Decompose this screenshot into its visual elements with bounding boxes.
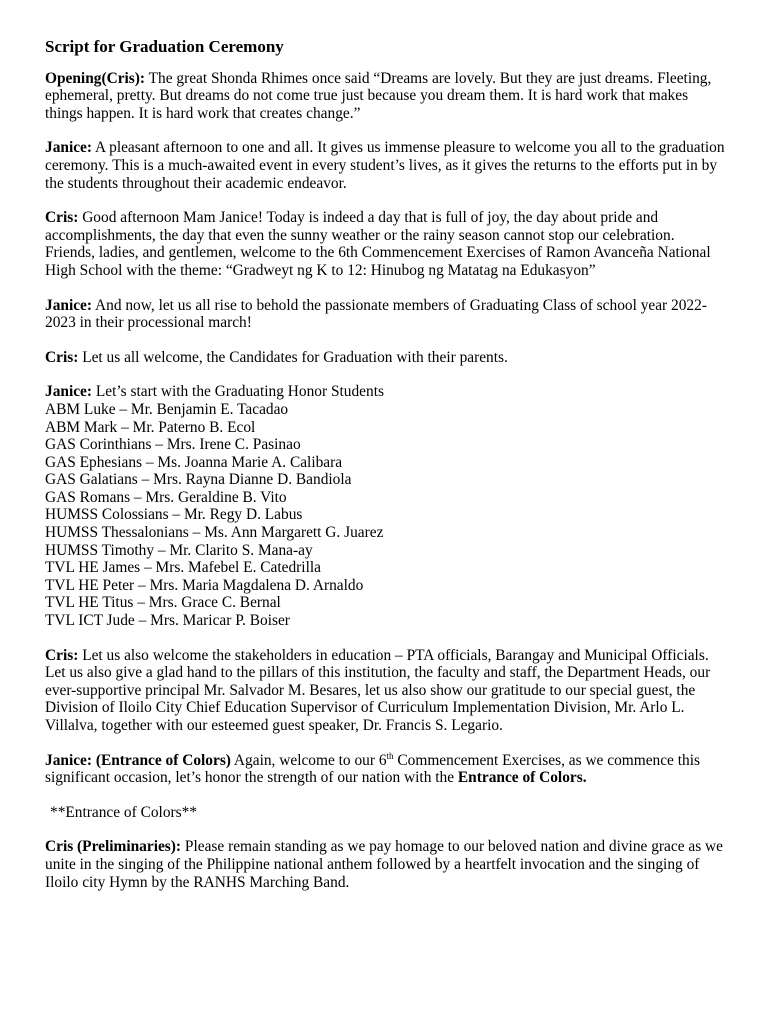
honor-list-item: HUMSS Thessalonians – Ms. Ann Margarett G. Juarez [45, 524, 384, 542]
paragraph-entrance-of-colors [45, 752, 725, 787]
emphasis-text: Entrance of Colors. [457, 769, 587, 787]
honor-list-item: ABM Mark – Mr. Paterno B. Ecol [45, 418, 256, 436]
speaker-label: Cris: [45, 348, 79, 366]
speaker-label: Cris: [45, 646, 79, 664]
paragraph-cris-greeting [45, 209, 725, 279]
honor-list-item: GAS Galatians – Mrs. Rayna Dianne D. Bandiola [45, 471, 352, 489]
honor-list-item: TVL HE Peter – Mrs. Maria Magdalena D. Arnaldo [45, 576, 364, 594]
honor-list-item: GAS Corinthians – Mrs. Irene C. Pasinao [45, 436, 301, 454]
paragraph-text: Again, welcome to our 6 [230, 751, 387, 769]
speaker-label: Janice: [45, 296, 93, 314]
honor-list-item: HUMSS Colossians – Mr. Regy D. Labus [45, 506, 303, 524]
paragraph-janice-welcome [45, 139, 725, 192]
honor-list-item: ABM Luke – Mr. Benjamin E. Tacadao [45, 400, 289, 418]
honor-list-item: TVL ICT Jude – Mrs. Maricar P. Boiser [45, 612, 290, 630]
speaker-label: Cris (Preliminaries): [45, 838, 182, 856]
speaker-label: Janice: [45, 383, 93, 401]
speaker-label: Janice: [45, 139, 93, 157]
honor-list-item: HUMSS Timothy – Mr. Clarito S. Mana-ay [45, 541, 313, 559]
paragraph-text: Good afternoon Mam Janice! Today is indeed a day that is full of joy, the day about pride and accomplishments, the day that even the sunny weather or the rainy season cannot stop our celebration. Friends, ladies, and gentlemen, welcome to the 6th Commencement Exercises of Ramon Avanceña National High School with the theme: “Gradweyt ng K to 12: Hinubog ng Matatag na Edukasyon” [45, 209, 711, 279]
stage-direction: **Entrance of Colors** [50, 803, 198, 821]
paragraph-candidates [45, 349, 725, 367]
speaker-label: Opening(Cris): [45, 69, 146, 87]
paragraph-opening [45, 70, 725, 123]
paragraph-processional [45, 297, 725, 332]
speaker-label: Cris: [45, 209, 79, 227]
speaker-label: Janice: (Entrance of Colors) [45, 751, 231, 769]
honor-list-item: TVL HE Titus – Mrs. Grace C. Bernal [45, 594, 281, 612]
honor-intro-line [45, 383, 725, 401]
ordinal-suffix: th [386, 750, 394, 761]
paragraph-text: A pleasant afternoon to one and all. It gives us immense pleasure to welcome you all to the graduation ceremony. This is a much-awaited event in every student’s lives, as it gives the returns to the efforts put in by the students throughout their academic endeavor. [45, 139, 725, 192]
paragraph-preliminaries [45, 838, 725, 891]
honor-list-item: TVL HE James – Mrs. Mafebel E. Catedrilla [45, 559, 321, 577]
paragraph-honor-students [45, 383, 725, 629]
paragraph-text: Commencement Exercises, as we commence this significant occasion, let’s honor the strength of our nation with the [45, 751, 700, 787]
paragraph-text: The great Shonda Rhimes once said “Dreams are lovely. But they are just dreams. Fleeting, ephemeral, pretty. But dreams do not come true just because you dream them. It is hard work that makes things happen. It is hard work that creates change.” [45, 69, 712, 122]
paragraph-text: Let us also welcome the stakeholders in education – PTA officials, Barangay and Municipal Officials. Let us also give a glad hand to the pillars of this institution, the faculty and staff, the Department Heads, our ever-supportive principal Mr. Salvador M. Besares, let us also show our gratitude to our special guest, the Division of Iloilo City Chief Education Supervisor of Curriculum Implementation Division, Mr. Arlo L. Villalva, together with our esteemed guest speaker, Dr. Francis S. Legario. [45, 646, 711, 734]
paragraph-text: Let us all welcome, the Candidates for Graduation with their parents. [78, 348, 508, 366]
script-document [45, 38, 725, 908]
honor-list-item: GAS Ephesians – Ms. Joanna Marie A. Calibara [45, 453, 343, 471]
paragraph-stakeholders [45, 647, 725, 735]
paragraph-text: Let’s start with the Graduating Honor Students [92, 383, 384, 401]
paragraph-text: And now, let us all rise to behold the passionate members of Graduating Class of school year 2022-2023 in their processional march! [45, 296, 707, 332]
honor-list-item: GAS Romans – Mrs. Geraldine B. Vito [45, 488, 287, 506]
paragraph-text: Please remain standing as we pay homage to our beloved nation and divine grace as we unite in the singing of the Philippine national anthem followed by a heartfelt invocation and the singing of Iloilo city Hymn by the RANHS Marching Band. [45, 838, 723, 891]
page-title: Script for Graduation Ceremony [45, 37, 284, 56]
